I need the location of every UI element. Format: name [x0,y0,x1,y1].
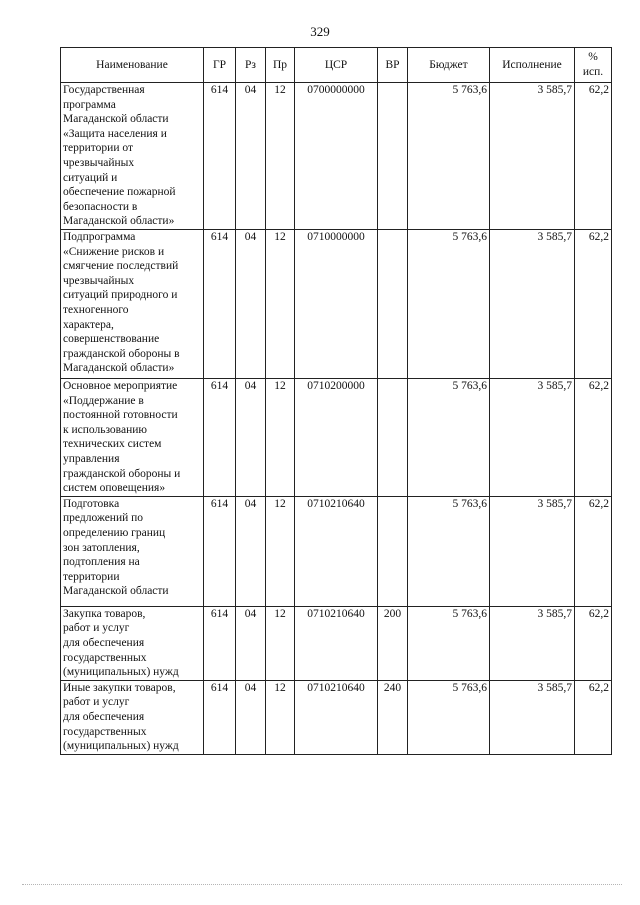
row-name-line: гражданской обороны и [63,467,181,480]
header-execution: Исполнение [490,48,575,83]
row-vr [378,83,408,230]
row-name-line: постоянной готовности [63,409,178,422]
row-name-line: Магаданской области [63,585,169,598]
row-gr: 614 [204,496,236,606]
row-name-line: техногенного [63,303,129,316]
row-name [61,230,204,379]
row-name-line: территории [63,570,120,583]
header-percent-symbol: % [588,51,598,64]
row-execution: 3 585,7 [490,606,575,680]
row-csr: 0710210640 [295,680,378,754]
row-vr [378,379,408,497]
row-name-line: ситуаций и [63,171,118,184]
row-gr: 614 [204,606,236,680]
row-budget: 5 763,6 [408,496,490,606]
header-csr: ЦСР [295,48,378,83]
table-row [61,230,612,379]
row-rz: 04 [236,496,266,606]
row-name-line: зон затопления, [63,541,140,554]
row-name-line: чрезвычайных [63,156,135,169]
row-percent: 62,2 [575,230,612,379]
row-name-line: смягчение последствий [63,260,179,273]
row-name-line: государственных [63,725,147,738]
row-name-line: Закупка товаров, [63,607,146,620]
row-name-line: предложений по [63,512,144,525]
row-name-line: Магаданской области [63,113,169,126]
header-rz: Рз [236,48,266,83]
row-csr: 0700000000 [295,83,378,230]
row-name-line: (муниципальных) нужд [63,740,179,753]
row-rz: 04 [236,230,266,379]
row-vr: 240 [378,680,408,754]
header-pr: Пр [266,48,295,83]
row-name-line: государственных [63,651,147,664]
row-name-line: для обеспечения [63,710,145,723]
row-rz: 04 [236,606,266,680]
row-vr [378,496,408,606]
row-name-line: Основное мероприятие [63,380,178,392]
row-vr: 200 [378,606,408,680]
row-percent: 62,2 [575,83,612,230]
row-name-line: Подпрограмма [63,231,136,243]
row-gr: 614 [204,230,236,379]
row-rz: 04 [236,680,266,754]
row-name [61,379,204,497]
row-gr: 614 [204,680,236,754]
row-gr: 614 [204,83,236,230]
row-name-line: к использованию [63,423,147,436]
row-execution: 3 585,7 [490,680,575,754]
row-name-line: управления [63,452,120,465]
row-execution: 3 585,7 [490,379,575,497]
row-pr: 12 [266,680,295,754]
row-name-line: гражданской обороны в [63,347,180,360]
row-percent: 62,2 [575,379,612,497]
row-name-line: обеспечение пожарной [63,186,176,199]
row-pr: 12 [266,379,295,497]
table-row [61,496,612,606]
row-budget: 5 763,6 [408,680,490,754]
row-execution: 3 585,7 [490,83,575,230]
row-rz: 04 [236,379,266,497]
row-vr [378,230,408,379]
table-row [61,606,612,680]
row-name-line: территории от [63,142,133,155]
row-name-line: Государственная [63,84,145,96]
row-percent: 62,2 [575,680,612,754]
table-row [61,680,612,754]
row-pr: 12 [266,83,295,230]
row-name-line: «Снижение рисков и [63,245,165,258]
row-name-line: работ и услуг [63,696,130,709]
row-csr: 0710000000 [295,230,378,379]
budget-table [60,47,612,755]
row-name-line: работ и услуг [63,622,130,635]
page-number: 329 [310,24,330,39]
row-name [61,680,204,754]
row-name-line: характера, [63,318,114,331]
row-name-line: «Поддержание в [63,394,144,407]
row-rz: 04 [236,83,266,230]
row-name-line: систем оповещения» [63,482,166,495]
row-csr: 0710200000 [295,379,378,497]
row-name-line: Магаданской области» [63,215,175,228]
row-pr: 12 [266,496,295,606]
row-name-line: безопасности в [63,200,138,213]
row-pr: 12 [266,606,295,680]
row-name-line: (муниципальных) нужд [63,666,179,679]
row-budget: 5 763,6 [408,230,490,379]
row-name-line: Магаданской области» [63,362,175,375]
header-percent [575,48,612,83]
row-csr: 0710210640 [295,496,378,606]
row-name [61,606,204,680]
header-gr: ГР [204,48,236,83]
row-name-line: совершенствование [63,333,160,346]
page-bottom-rule [22,884,622,885]
row-name-line: чрезвычайных [63,274,135,287]
row-gr: 614 [204,379,236,497]
row-name [61,83,204,230]
row-execution: 3 585,7 [490,230,575,379]
row-name-line: Подготовка [63,497,120,510]
row-budget: 5 763,6 [408,83,490,230]
row-name-line: определению границ [63,526,166,539]
row-pr: 12 [266,230,295,379]
row-name-line: для обеспечения [63,636,145,649]
row-name-line: технических систем [63,438,162,451]
row-budget: 5 763,6 [408,606,490,680]
row-csr: 0710210640 [295,606,378,680]
row-percent: 62,2 [575,496,612,606]
row-name-line: программа [63,98,116,111]
table-row [61,379,612,497]
table-header-row [61,48,612,83]
header-name: Наименование [61,48,204,83]
header-vr: ВР [378,48,408,83]
header-budget: Бюджет [408,48,490,83]
row-percent: 62,2 [575,606,612,680]
row-name-line: ситуаций природного и [63,289,178,302]
row-name-line: подтопления на [63,556,140,569]
row-execution: 3 585,7 [490,496,575,606]
row-budget: 5 763,6 [408,379,490,497]
row-name-line: Иные закупки товаров, [63,681,176,694]
table-row [61,83,612,230]
row-name-line: «Защита населения и [63,127,167,140]
header-percent-label: исп. [582,66,604,78]
row-name [61,496,204,606]
